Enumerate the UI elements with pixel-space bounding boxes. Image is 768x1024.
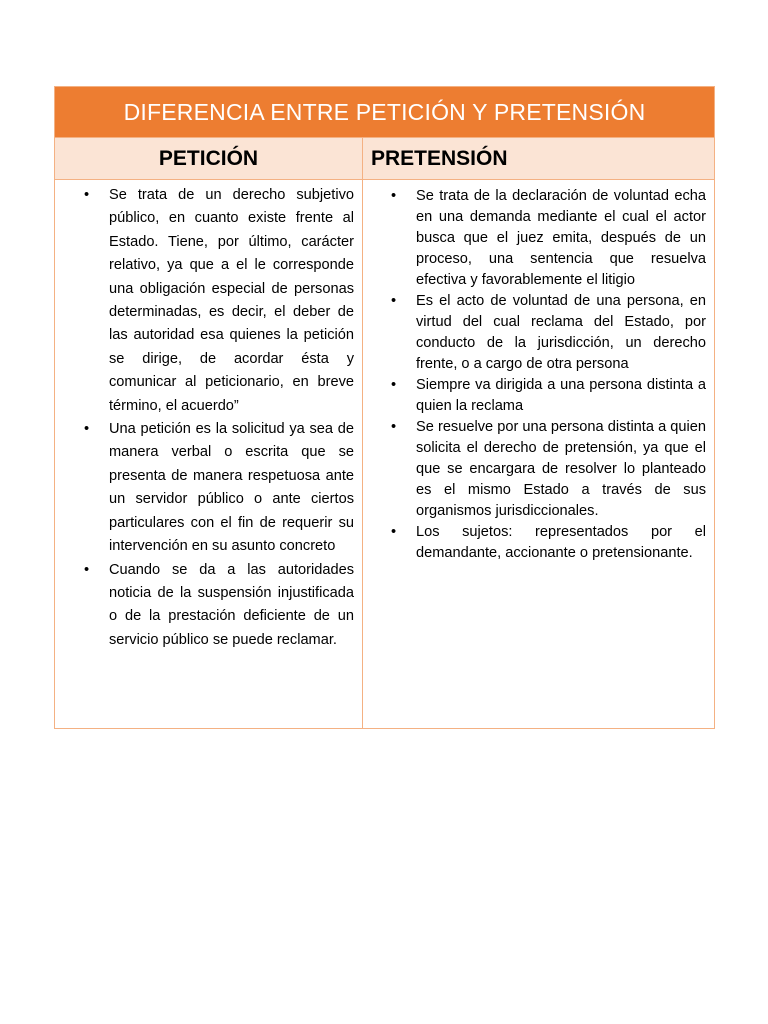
pretension-list — [363, 180, 714, 564]
content-row — [55, 180, 715, 729]
list-item: • Una petición es la solicitud ya sea de manera verbal o escrita que se presenta de manera respetuosa ante un servidor público o ante ciertos particulares con el fin de requerir su intervención en su asunto concreto — [109, 418, 354, 558]
list-item: • Se trata de la declaración de voluntad echa en una demanda mediante el cual el actor busca que el juez emita, después de un proceso, una sentencia que resuelva efectiva y favorablemente el litigio — [416, 186, 706, 291]
header-pretension: PRETENSIÓN — [363, 138, 715, 180]
header-peticion: PETICIÓN — [55, 138, 363, 180]
peticion-cell — [55, 180, 363, 729]
list-item: • Cuando se da a las autoridades noticia de la suspensión injustificada o de la prestación deficiente de un servicio público se puede reclamar. — [109, 559, 354, 653]
header-row — [55, 138, 715, 180]
list-item: • Es el acto de voluntad de una persona, en virtud del cual reclama del Estado, por conducto de la jurisdicción, un derecho frente, o a cargo de otra persona — [416, 291, 706, 375]
list-item: • Se resuelve por una persona distinta a quien solicita el derecho de pretensión, ya que el que se encargara de resolver lo planteado es el mismo Estado a través de sus organismos jurisdiccionales. — [416, 417, 706, 522]
list-item: • Siempre va dirigida a una persona distinta a quien la reclama — [416, 375, 706, 417]
list-item: • Se trata de un derecho subjetivo público, en cuanto existe frente al Estado. Tiene, por último, carácter relativo, ya que a el le corresponde una obligación especial de personas determinadas, es decir, el deber de las autoridad esa quienes la petición se dirige, de acordar ésta y comunicar al peticionario, en breve término, el acuerdo” — [109, 184, 354, 418]
peticion-list — [55, 180, 362, 652]
comparison-table — [54, 86, 715, 729]
pretension-cell — [363, 180, 715, 729]
table-title: DIFERENCIA ENTRE PETICIÓN Y PRETENSIÓN — [55, 87, 715, 138]
list-item: • Los sujetos: representados por el demandante, accionante o pretensionante. — [416, 522, 706, 564]
